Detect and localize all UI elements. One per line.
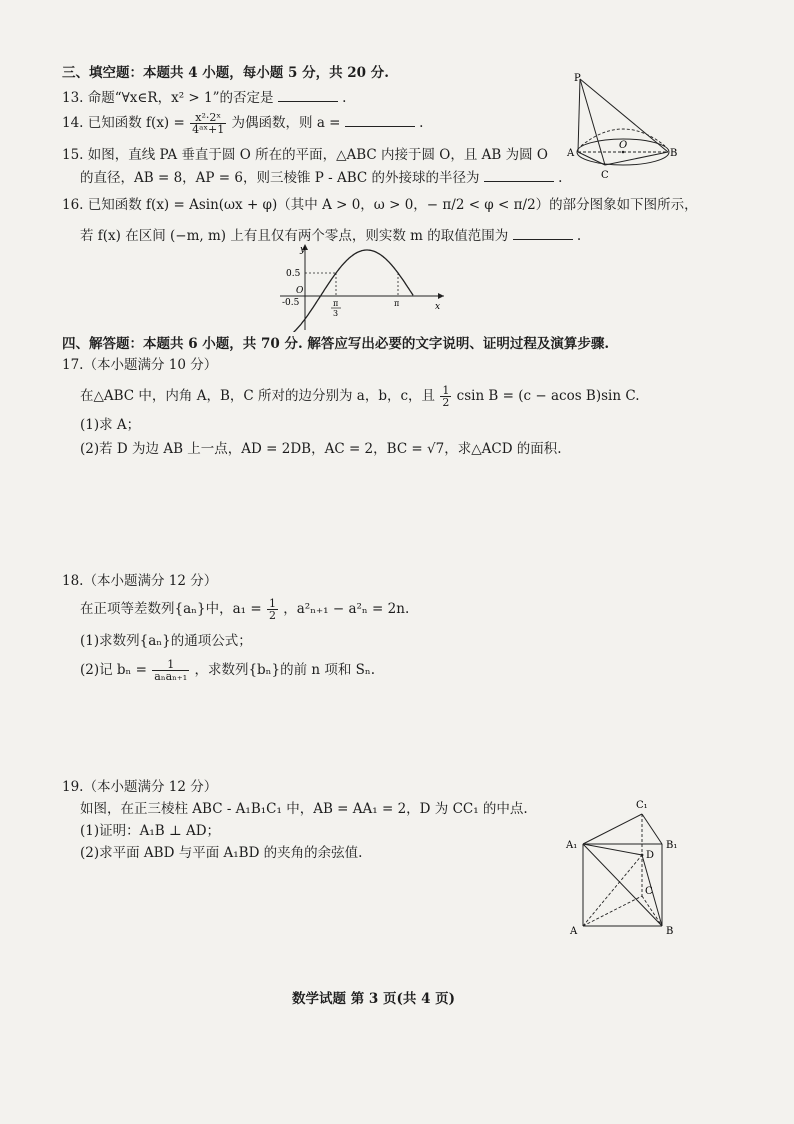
- q15-figure: [565, 72, 680, 184]
- q16-end: .: [576, 228, 582, 244]
- q16-answer-blank[interactable]: [513, 225, 573, 240]
- center-O: [622, 151, 625, 154]
- y-axis-label: y: [300, 245, 306, 255]
- q18-stem: [80, 598, 409, 621]
- y-tick-neg-0.5: -0.5: [282, 298, 300, 308]
- label-C: C: [601, 170, 609, 181]
- label-A: A: [570, 926, 578, 937]
- point-D: [641, 854, 644, 857]
- section4-heading: 四、解答题：本题共 6 小题，共 70 分. 解答应写出必要的文字说明、证明过程及演算步骤.: [62, 336, 610, 352]
- q15-line2-text: 的直径，AB = 8，AP = 6，则三棱锥 P - ABC 的外接球的半径为: [80, 170, 480, 186]
- section3-heading: 三、填空题：本题共 4 小题，每小题 5 分，共 20 分.: [62, 65, 389, 81]
- q18-fraction: [267, 598, 278, 621]
- label-P: P: [574, 73, 581, 84]
- x-tick-pi: π: [394, 299, 400, 308]
- q13-text: 13. 命题“∀x∈R，x² > 1”的否定是: [62, 90, 274, 106]
- edge-AC: [583, 896, 642, 926]
- q18-part2-a: (2)记 bₙ =: [80, 662, 147, 678]
- q18-stem-a: 在正项等差数列{aₙ}中，a₁ =: [80, 601, 262, 617]
- label-B1: B₁: [666, 840, 678, 851]
- q15-end: .: [558, 170, 563, 186]
- q14-frac-num: x²·2ˣ: [190, 112, 226, 124]
- label-D: D: [646, 850, 655, 861]
- q15-answer-blank[interactable]: [484, 167, 554, 182]
- line-AD: [583, 855, 642, 926]
- q15-line1: 15. 如图，直线 PA 垂直于圆 O 所在的平面，△ABC 内接于圆 O，且 AB 为圆 O: [62, 147, 548, 163]
- q17-title: 17.（本小题满分 10 分）: [62, 357, 218, 373]
- edge-A1C1: [583, 814, 642, 844]
- q19-prism-figure: [560, 796, 690, 938]
- q18-title: 18.（本小题满分 12 分）: [62, 573, 218, 589]
- q17-fraction: [440, 385, 451, 408]
- q18-part2-fraction: [152, 659, 189, 682]
- label-B: B: [670, 148, 678, 159]
- line-PA: [578, 79, 580, 152]
- q19-part2: (2)求平面 ABD 与平面 A₁BD 的夹角的余弦值.: [80, 845, 363, 861]
- label-C1: C₁: [636, 800, 648, 811]
- q13-answer-blank[interactable]: [278, 87, 338, 102]
- q14-suffix: 为偶函数，则 a =: [231, 115, 341, 131]
- q17-part1: (1)求 A；: [80, 417, 141, 433]
- x-tick-pi-third-num: π: [333, 299, 339, 308]
- q18-p2-frac-den: aₙaₙ₊₁: [154, 670, 188, 683]
- label-O: O: [619, 140, 628, 151]
- q18-stem-b: ，a²ₙ₊₁ − a²ₙ = 2n.: [283, 601, 410, 617]
- q15-line2: [80, 167, 562, 187]
- q17-stem-a: 在△ABC 中，内角 A，B，C 所对的边分别为 a，b，c，且: [80, 388, 436, 404]
- q18-frac-num: 1: [268, 597, 276, 610]
- question-14: [62, 112, 423, 135]
- label-A: A: [567, 148, 575, 159]
- q17-part2: (2)若 D 为边 AB 上一点，AD = 2DB，AC = 2，BC = √7，求△ACD 的面积.: [80, 441, 562, 457]
- q14-frac-den: 4ᵃˣ+1: [192, 123, 225, 136]
- q18-frac-den: 2: [268, 609, 276, 622]
- q14-fraction: [190, 112, 226, 135]
- question-13: [62, 87, 346, 107]
- q19-title: 19.（本小题满分 12 分）: [62, 779, 218, 795]
- q18-p2-frac-num: 1: [152, 659, 189, 671]
- q14-answer-blank[interactable]: [345, 112, 415, 127]
- y-tick-0.5: 0.5: [286, 269, 301, 279]
- page-footer: 数学试题 第 3 页(共 4 页): [292, 991, 456, 1007]
- q16-line1: 16. 已知函数 f(x) = Asin(ωx + φ)（其中 A > 0，ω > 0，− π/2 < φ < π/2）的部分图象如下图所示，: [62, 197, 698, 213]
- q19-stem: 如图，在正三棱柱 ABC - A₁B₁C₁ 中，AB = AA₁ = 2，D 为 CC₁ 的中点.: [80, 801, 528, 817]
- x-tick-pi-third-den: 3: [333, 309, 339, 318]
- q17-frac-den: 2: [442, 396, 450, 409]
- q14-end: .: [419, 115, 424, 131]
- q17-frac-num: 1: [442, 384, 450, 397]
- label-A1: A₁: [566, 840, 578, 851]
- q18-part2: [80, 659, 375, 682]
- q16-sine-graph: [272, 240, 452, 332]
- q18-part2-b: ，求数列{bₙ}的前 n 项和 Sₙ.: [194, 662, 376, 678]
- q13-end: .: [342, 90, 347, 106]
- q14-prefix: 14. 已知函数 f(x) =: [62, 115, 185, 131]
- q17-stem: [80, 385, 639, 408]
- q17-stem-b: csin B = (c − acos B)sin C.: [456, 388, 640, 404]
- sine-curve: [289, 250, 413, 332]
- origin-label: O: [296, 286, 304, 296]
- label-B: B: [666, 926, 674, 937]
- label-C: C: [645, 886, 653, 897]
- q18-part1: (1)求数列{aₙ}的通项公式；: [80, 633, 252, 649]
- x-axis-label: x: [435, 302, 441, 312]
- edge-C1B1: [642, 814, 662, 844]
- x-axis-arrow: [438, 293, 444, 299]
- q16-line2-text: 若 f(x) 在区间 (−m, m) 上有且仅有两个零点，则实数 m 的取值范围为: [80, 228, 509, 244]
- q19-part1: (1)证明：A₁B ⊥ AD；: [80, 823, 221, 839]
- line-CB: [605, 152, 668, 165]
- edge-CB: [642, 896, 662, 926]
